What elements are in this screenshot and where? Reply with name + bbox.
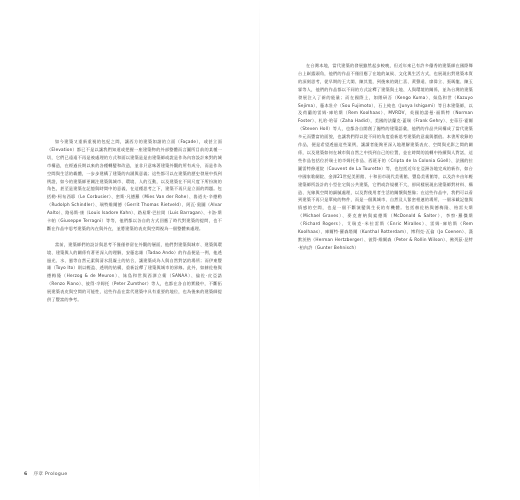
page-number: 6 bbox=[24, 472, 28, 477]
left-text-column bbox=[47, 138, 222, 312]
paragraph: 如今建築又重新重視的包紀之間，讓西方的建築如諸的立面（Façade），或甚立面（Elevation）都已不是以讓我們知道或把握一座建築物的外部整體而言圖所目前的某種一切，它們已遠遠不再是被處理的方式和面以建築是是由建築師或說是作為內容設計來對的城市構造，在經過長期以來的各種轉變和改造，並非只意味著建築外觀的所有成分，而是作為空間與生活的載體，一步步建構了建築的內涵與意義；這些都可以在建築的歷史發展中找到例證，如今的建築師更關注建築與城市、環境、人的互動，以及建築在不同尺度下所扮演的角色，甚至是建築在記憶與時間中的意義，在這種思考之下，建築不再只是立面的問題。包括勒·柯布西耶（Le Corbusier）、密斯·凡德羅（Mies Van der Rohe）、魯道夫·辛德勒（Rudolph Schindler）、瑞特維爾德（Gerrit Thomas Rietveld）、阿瓦·奧圖（Alvar Aalto）、路易斯·康（Louis Isadore Kahn）、路易斯·巴拉岡（Luis Barragan）、卡洛·斯卡帕（Giuseppe Terragni）等等，他們都以各自的方式回應了時代對建築的提問，也不斷在作品中思考建築的內在與外在，並將建築的表皮與空間視為一個整體來處理。 bbox=[47, 139, 222, 231]
folio bbox=[24, 472, 67, 478]
right-text-column bbox=[298, 62, 473, 260]
right-page bbox=[260, 0, 520, 500]
paragraph: 當前，建築師們的設計與思考不僅僅停留在外觀的層面，他們對建築與城市、建築與環境、建築與人的關係有著更深入的理解，安藤忠雄（Tadao Ando）的作品便是一例，他透過光、水、風等自然元素與清水混凝土的結合，讓建築成為人與自然對話的場所；而伊東豐雄（Toyo Ito）則以輕盈、透明的結構，重新詮釋了建築與城市的界線。此外，如赫佐格與德梅隆（Herzog & de Meuron）、妹島和世與西澤立衛（SANAA）、倫佐·皮亞諾（Renzo Piano）、彼得·卒姆托（Peter Zumthor）等人，也都在各自的實踐中，不斷拓展建築表皮與空間的可能性，這些作品在當代建築中具有重要的地位，也為後來的建築師提供了豐富的參考。 bbox=[47, 241, 222, 303]
paragraph: 在台灣本地，當代建築的發展雖然起步較晚，但近年來已有許多優秀的建築師在國際舞台上嶄露頭角，他們的作品不僅回應了在地的氣候、文化與生活方式，也展現出對建築本質的深刻思考，從早期的王大閎、陳其寬，到後來的姚仁喜、黃聲遠、廖偉立、張瑪龍、陳玉霖等人，他們的作品都以不同的方式詮釋了建築與土地、人與環境的關係，並為台灣的建築發展注入了新的能量；而在國際上，如隈研吾（Kengo Kuma）、妹島和世（Kazuyo Sejima）、藤本壯介（Sou Fujimoto）、石上純也（Junya Ishigami）等日本建築師，以及荷蘭的雷姆·庫哈斯（Rem Koolhaas）、MVRDV，英國的諾曼·福斯特（Norman Foster）、札哈·哈蒂（Zaha Hadid），美國的法蘭克·蓋瑞（Frank Gehry）、史蒂芬·霍爾（Steven Holl）等人，也都各自開創了獨特的建築語彙，他們的作品共同構成了當代建築多元而豐富的面貌，也讓我們得以從不同的角度重新思考建築的意義與價值。本書所收錄的作品，便是希望透過這些案例，讓讀者能夠更深入地理解建築表皮、空間與光影之間的關係，以及建築如何在城市與自然之中找到自己的位置，並在時間的流轉中持續與人對話，這些作品包括位於瑞士的卒姆托作品、西班牙的（Cripta de la Colonia Güell）、法國的拉圖雷特修道院（Couvent de La Tourette）等，也包括近年在亞洲各地完成的新作，如台中國家歌劇院、金澤21世紀美術館、十和田市現代美術館、豐島美術館等，以及許多由年輕建築師所設計的小型住宅與公共建築，它們或許規模不大，卻同樣展現出建築師對材料、構造、光線與空間的細膩處理，以及對使用者生活的關懷與想像；在這些作品中，我們可以看到建築不再只是單純的物件，而是一個與城市、自然及人緊密相連的場所，一個承載記憶與情感的空間，也是一個不斷演變與生長的有機體。包括赫佐格與德梅隆、格雷夫斯（Michael Graves）、麥克唐納與索德斯（McDonald & Salter）、李察·羅傑斯（Richard Rogers）、艾瑞克·米拉雷斯（Enric Miralles）、雷姆·庫哈斯（Rem Koolhaas）、庫爾特·羅森塔爾（Kunthal Rotterdam）、博利克·瓦倫（Jo Coenen）、漢默茨格（Herman Hertzberger）、彼得·維爾森（Peter & Rollin Wilson）、佛列茲·昆特·柏內許（Gunter Behnisch） bbox=[298, 63, 473, 250]
running-head: 序章 Prologue bbox=[33, 472, 68, 477]
